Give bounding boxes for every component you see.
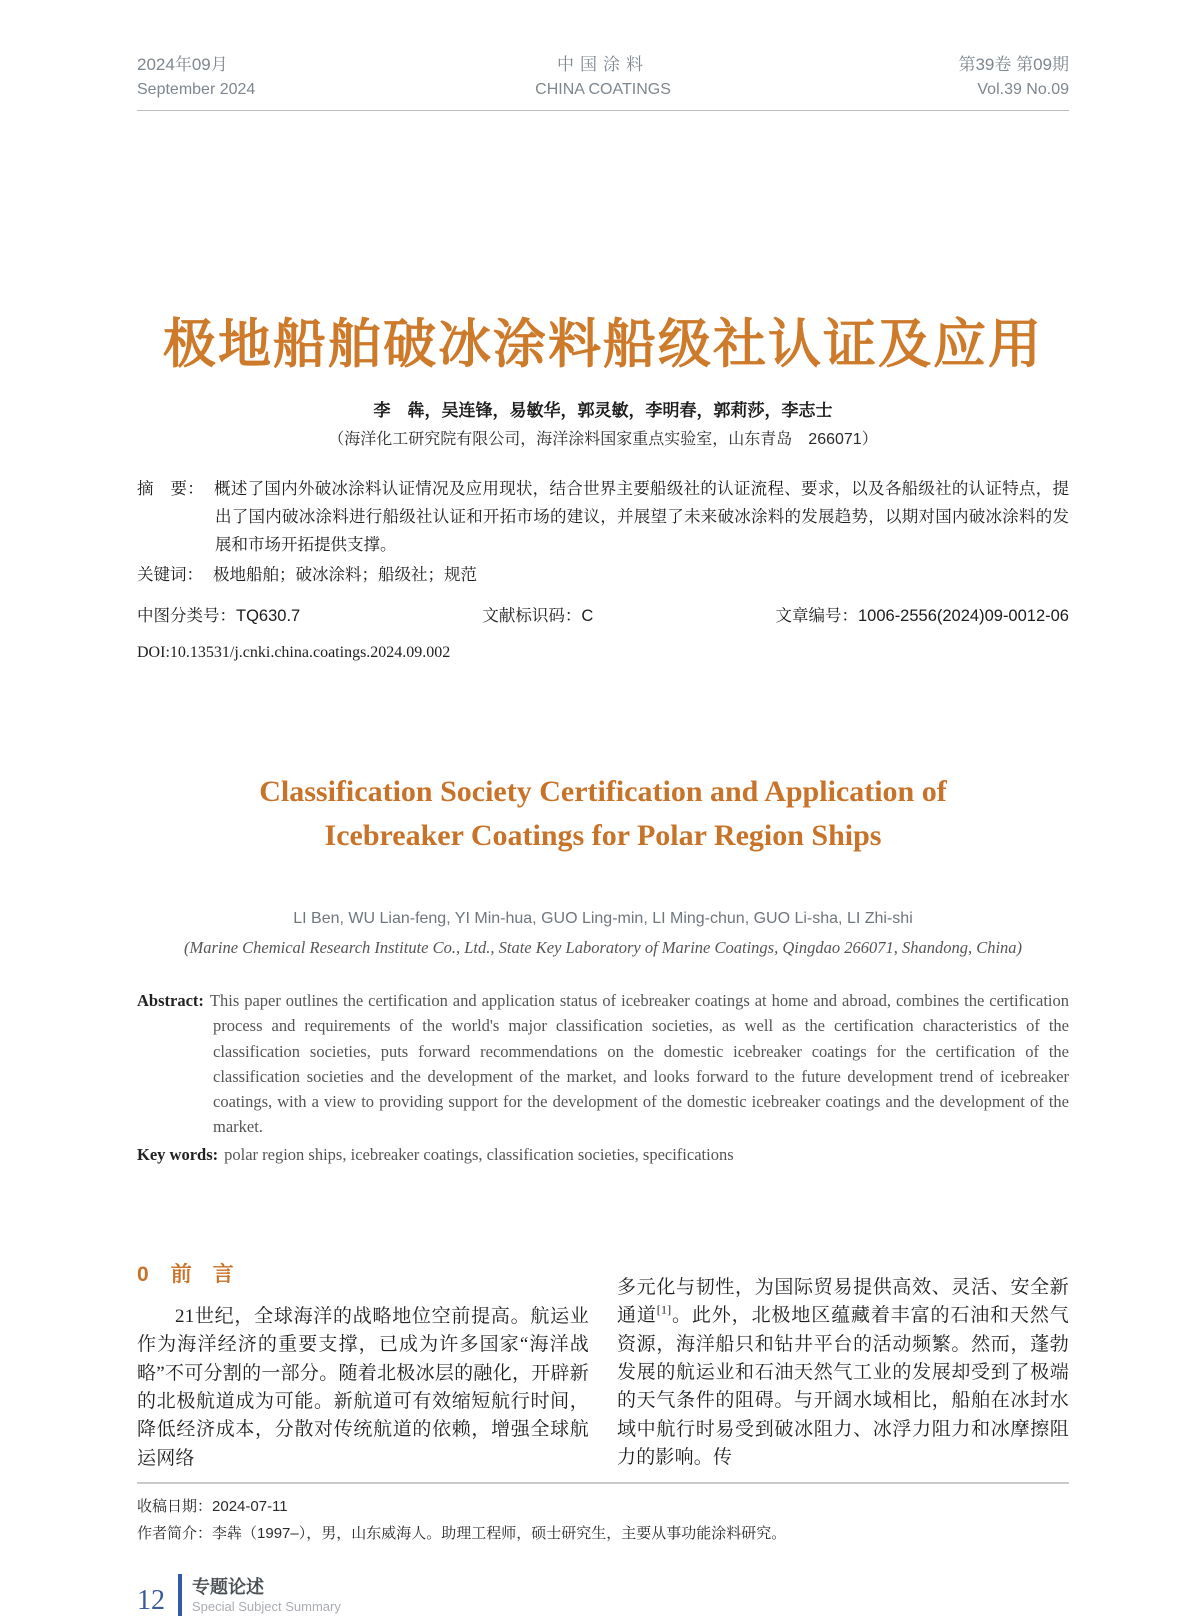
abstract-block-cn — [137, 475, 1069, 589]
column-title-cn: 专题论述 — [192, 1576, 264, 1597]
body-right-part1: 多元化与韧性，为国际贸易提供高效、灵活、安全新通道 — [617, 1276, 1069, 1327]
journal-name-en: CHINA COATINGS — [535, 81, 671, 98]
running-head-journal — [535, 52, 671, 101]
section-number: 0 — [137, 1262, 149, 1286]
date-en: September 2024 — [137, 81, 256, 98]
page-number: 12 — [137, 1585, 165, 1616]
abstract-text-en: This paper outlines the certification and application status of icebreaker coatings at home and abroad, combines the certification process and requirements of the world's major classification societies, as well as the certification characteristics of the classification societies, puts forward recommendations on the domestic icebreaker coatings for the certification of the classification societies and the development of the market, and looks forward to the future development trend of icebreaker coatings, with a view to providing support for the development of the domestic icebreaker coatings and the development of the market. — [209, 991, 1069, 1137]
body-right-part2: 。此外，北极地区蕴藏着丰富的石油和天然气资源，海洋船只和钻井平台的活动频繁。然而，蓬勃发展的航运业和石油天然气工业的发展却受到了极端的天气条件的阻碍。与开阔水域相比，船舶在冰封水域中航行时易受到破冰阻力、冰浮力阻力和冰摩擦阻力的影响。传 — [617, 1305, 1069, 1469]
article-id-label: 文章编号： — [775, 607, 858, 625]
clc-label: 中图分类号： — [137, 607, 236, 625]
article-title-en — [137, 770, 1069, 858]
footer-divider-bar — [178, 1574, 182, 1616]
keywords-en — [137, 1142, 1069, 1167]
document-code-value: C — [581, 607, 594, 625]
authors-cn: 李 犇，吴连锋，易敏华，郭灵敏，李明春，郭莉莎，李志士 — [373, 401, 833, 420]
classification-row — [137, 604, 1069, 629]
keywords-text-en: polar region ships, icebreaker coatings, classification societies, specifications — [224, 1144, 734, 1164]
received-date-label: 收稿日期： — [137, 1498, 213, 1516]
column-section — [192, 1576, 341, 1615]
keywords-label-cn: 关键词： — [137, 566, 203, 584]
abstract-label-cn: 摘 要： — [137, 480, 205, 498]
title-en-line1: Classification Society Certification and Application of — [259, 775, 947, 808]
abstract-label-en: Abstract: — [137, 991, 204, 1010]
section-heading-intro — [137, 1261, 589, 1289]
doi: DOI:10.13531/j.cnki.china.coatings.2024.09.002 — [137, 644, 451, 661]
body-paragraph-right — [617, 1274, 1069, 1473]
running-head-issue — [671, 52, 1069, 101]
authors-en: LI Ben, WU Lian-feng, YI Min-hua, GUO Ling-min, LI Ming-chun, GUO Li-sha, LI Zhi-shi — [293, 910, 913, 927]
issue-en: Vol.39 No.09 — [977, 81, 1069, 98]
keywords-label-en: Key words: — [137, 1144, 219, 1164]
article-id-value: 1006-2556(2024)09-0012-06 — [857, 607, 1069, 625]
document-code — [482, 604, 593, 629]
abstract-en — [137, 988, 1069, 1140]
body-column-right — [617, 1261, 1069, 1473]
clc-number — [137, 604, 300, 629]
title-en-line2: Icebreaker Coatings for Polar Region Ships — [324, 819, 882, 852]
article-title-cn: 极地船舶破冰涂料船级社认证及应用 — [163, 315, 1043, 374]
running-head — [137, 52, 1069, 111]
abstract-text-cn: 概述了国内外破冰涂料认证情况及应用现状，结合世界主要船级社的认证流程、要求，以及各船级社的认证特点，提出了国内破冰涂料进行船级社认证和开拓市场的建议，并展望了未来破冰涂料的发展趋势，以期对国内破冰涂料的发展和市场开拓提供支撑。 — [214, 480, 1070, 554]
running-head-date — [137, 52, 535, 101]
keywords-text-cn: 极地船舶；破冰涂料；船级社；规范 — [213, 566, 477, 584]
date-cn: 2024年09月 — [137, 55, 228, 74]
article-id — [775, 604, 1069, 629]
affiliation-cn: （海洋化工研究院有限公司，海洋涂料国家重点实验室，山东青岛 266071） — [328, 431, 878, 448]
citation-ref-1: [1] — [656, 1302, 672, 1317]
journal-name-cn: 中国涂料 — [557, 55, 649, 74]
keywords-cn — [137, 561, 1069, 589]
received-date — [137, 1493, 1069, 1520]
section-title: 前 言 — [170, 1262, 234, 1286]
abstract-cn — [137, 475, 1069, 559]
issue-cn: 第39卷 第09期 — [958, 55, 1069, 74]
author-bio — [137, 1520, 1069, 1547]
affiliation-en: (Marine Chemical Research Institute Co., Ltd., State Key Laboratory of Marine Coatings, Qingdao 266071, Shandong, China) — [183, 938, 1023, 957]
received-date-value: 2024-07-11 — [212, 1498, 288, 1516]
clc-value: TQ630.7 — [236, 607, 301, 625]
column-title-en: Special Subject Summary — [192, 1598, 341, 1614]
author-bio-value: 李犇（1997–），男，山东威海人。助理工程师，硕士研究生，主要从事功能涂料研究。 — [212, 1525, 787, 1543]
footnotes — [137, 1493, 1069, 1547]
body-paragraph-left: 21世纪，全球海洋的战略地位空前提高。航运业作为海洋经济的重要支撑，已成为许多国家“海洋战略”不可分割的一部分。随着北极冰层的融化，开辟新的北极航道成为可能。新航道可有效缩短航行时间，降低经济成本，分散对传统航道的依赖，增强全球航运网络 — [137, 1305, 589, 1469]
document-code-label: 文献标识码： — [482, 607, 582, 625]
page-footer — [137, 1574, 1069, 1616]
body-columns — [137, 1261, 1069, 1473]
footnote-divider — [137, 1482, 1069, 1484]
author-bio-label: 作者简介： — [137, 1525, 213, 1543]
body-column-left — [137, 1261, 589, 1473]
